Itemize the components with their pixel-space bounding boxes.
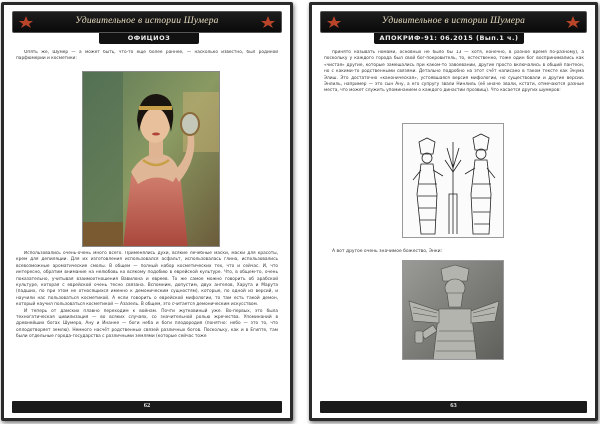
page-number: 62: [143, 402, 151, 409]
right-top-text: [324, 50, 584, 120]
anu-enlil-line-drawing: [402, 123, 504, 238]
enki-stone-relief: [402, 260, 504, 360]
body-paragraph: принято называть номами, основных не было бы 13 — хотя, конечно, в разное время по-разному), а поскольку у каждого города был свой бог-покровитель, то, естественно, тоже один бог воспринимались как «чистая» другие, которые замешались при каком-то завоевании, другие просто включались в общий пантеон, но с какими-то родственными связями. Детально подробно на этот счёт написано в таком тексте как Энума Элиш. Это достаточно «каноническая», устоявшаяся версия мифологии, но существовали и другие версии. Энлиль, например — это сын Ану, а его супругу звали Нинлиль (её иначе звали, кстати, отмечаются разные места, что может служить упоминанием о каждого династии прозвищ). Что касается других шумеров:: [324, 50, 584, 94]
body-paragraph: Использовались очень-очень много всего. Применялись духи, всякие лечебные маски, маски для красоты, крем для депиляции. Для их изготовления использовался асфальт, использовалась глина, использовались всевозможные ароматические смолы. В общем — полный набор косметических тех, что и сейчас. И, что интересно, обратим внимание на нелюбовь ко всякому подобию в еврейской культуре. Что, в общем-то, очень показательно, учитывая взаимоотношения Вавилона и евреев. То же самое можно говорить об арабской культуре, которая с еврейской очень тесно связана. Вспомним, допустим, двух ангелов, Харута и Марута (падших, по при этом не относящихся именно к демоническим сущностям), которые, по одной из версий, и научили нас пользоваться косметикой. А если говорить о еврейской мифологии, то там есть такой демон, который научил пользоваться косметикой — Азазель. В общем, это считается демоническим искусством.: [16, 251, 278, 308]
right-page: [309, 2, 598, 421]
deity-sketch-illustration: [403, 124, 504, 238]
egyptian-woman-painting: [82, 71, 220, 247]
logo-icon: [260, 15, 276, 29]
body-paragraph: И теперь от дамских плавно переходим к войнам. Почти жутковиный уже. Во-первых, это была техногатическая цивилизация — во всяких случаях, со значительной ролью жречества. Упоминаний в древнейших богах Шумера, Ану и Инанне — боги неба и боги плодородия (понятно: небо — это то, что оплодотворяет землю). Немного насчёт родственных связей различных богов. Поскольку, как и в Египте, там были отдельные города-государства с различными землями (которые сейчас тоже: [16, 308, 278, 340]
right-header-band: [320, 11, 587, 33]
logo-icon: [565, 15, 581, 29]
logo-icon: [18, 15, 34, 29]
relief-illustration: [403, 261, 504, 360]
page-number: 63: [450, 402, 457, 409]
left-header-band: [12, 11, 282, 33]
right-footer-band: [320, 401, 587, 413]
left-page: [1, 2, 293, 421]
painting-illustration: [83, 72, 220, 247]
section-tab: АПОКРИФ-91: 06.2015 (Вып.1 ч.): [374, 33, 524, 44]
header-title: Удивительное в истории Шумера: [381, 16, 526, 26]
intro-text: [16, 50, 278, 70]
intro-paragraph: Опять же, Шумер — а может быть, что-то ещё более раннее, — насколько известно, был родиной парфюмерии и косметики:: [16, 50, 278, 62]
left-body-text: [16, 251, 278, 397]
section-tab: ОФИЦИОЗ: [99, 33, 199, 44]
logo-icon: [326, 15, 342, 29]
header-title: Удивительное в истории Шумера: [75, 16, 219, 26]
left-footer-band: [12, 401, 282, 413]
figure-caption: А вот другое очень значимое божество, Энки:: [332, 249, 443, 254]
